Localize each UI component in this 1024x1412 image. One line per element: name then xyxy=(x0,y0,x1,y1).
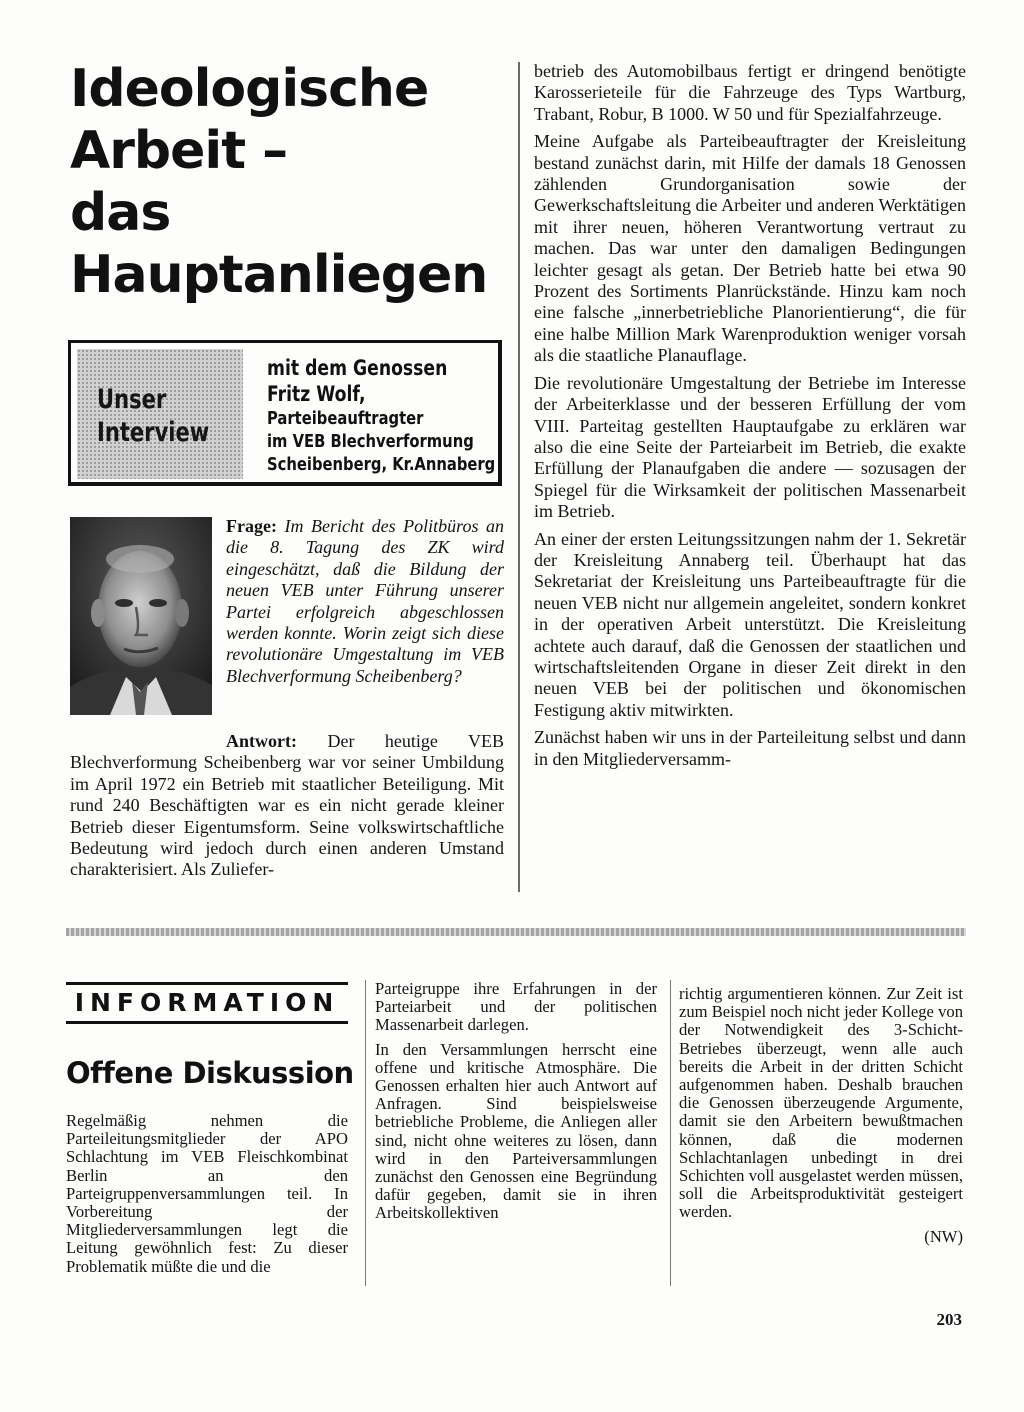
article-headline xyxy=(70,58,510,306)
paragraph: Die revolutionäre Umgestaltung der Betriebe im Interesse der Arbeiterklasse und der besseren Erfüllung der vom VIII. Parteitag gestellten Hauptaufgabe zu erklären war also die eine Seite der Parteiarbeit im Betrieb, die exakte Erfüllung der Planaufgaben die andere — sozusagen der Spiegel für die Wirksamkeit der politischen Massenarbeit im Betrieb. xyxy=(534,372,966,522)
answer-text: Der heutige VEB Blechverformung Scheibenberg war vor seiner Umbildung im April 1972 ein Betrieb mit staatlicher Beteiligung. Mit rund 240 Beschäftigten war es ein nicht gerade kleiner Betrieb dieser Eigentumsform. Seine volkswirtschaftliche Bedeutung wird jedoch durch einen anderen Umstand charakterisiert. Als Zuliefer- xyxy=(70,731,505,880)
interview-answer xyxy=(70,731,504,881)
author-signoff: (NW) xyxy=(924,1226,963,1246)
interviewee-role: Parteibeauftragter xyxy=(267,408,424,429)
question-label: Frage: xyxy=(226,516,277,536)
paragraph: betrieb des Automobilbaus fertigt er dringend benötigte Karosserieteile für die Fahrzeuge des Typs Wartburg, Trabant, Robur, B 1000. W 50 und für Spezialfahrzeuge. xyxy=(534,61,966,124)
right-column xyxy=(534,61,966,776)
interview-label xyxy=(97,383,209,449)
headline-line: das xyxy=(70,183,171,243)
paragraph: Meine Aufgabe als Parteibeauftragter der Kreisleitung bestand zunächst darin, mit Hilfe der damals 18 Genossen zählenden Grundorganisation sowie der Gewerkschaftsleitung die Arbeiter und anderen Werktätigen mit ihrer neuen, höheren Verantwortung vertraut zu machen. Das war unter den damaligen Bedingungen leichter gesagt als getan. Der Betrieb hatte bei etwa 90 Prozent des Sortiments Planrückstände. Hinzu kam noch eine falsche „innerbetriebliche Planorientierung“, die für eine halbe Million Mark Warenproduktion weniger vorsah als die staatliche Planauflage. xyxy=(534,131,966,366)
information-heading: INFORMATION xyxy=(66,982,348,1024)
page-number: 203 xyxy=(936,1310,962,1329)
interview-question xyxy=(226,516,504,687)
paragraph: Zunächst haben wir uns in der Parteileitung selbst und dann in den Mitgliederversamm- xyxy=(534,727,966,769)
paragraph: In den Versammlungen herrscht eine offene und kritische Atmosphäre. Die Genossen erhalten hier auch Antwort auf Anfragen. Sind beispielsweise betriebliche Probleme, die Anliegen aller sind, nicht ohne weiteres zu lösen, dann wird in den Parteiversammlungen zunächst den Genossen eine Begründung dafür gegeben, damit sie in ihren Arbeitskollektiven xyxy=(375,1039,657,1223)
headline-line: Ideologische xyxy=(70,59,429,119)
interview-label-line: Interview xyxy=(97,417,210,448)
paragraph: Regelmäßig nehmen die Parteileitungsmitglieder der APO Schlachtung im VEB Fleischkombinat Berlin an den Parteigruppenversammlungen teil. In Vorbereitung der Mitgliederversammlungen legt die Leitung gewöhnlich fest: Zu dieser Problematik müßte die und die xyxy=(66,1111,348,1276)
column-divider xyxy=(670,980,671,1286)
interviewee-company: im VEB Blechverformung xyxy=(267,431,474,452)
portrait-image xyxy=(70,517,212,715)
column-divider xyxy=(518,62,520,892)
column-divider xyxy=(365,980,366,1286)
interviewee-intro: mit dem Genossen xyxy=(267,356,448,380)
paragraph: richtig argumentieren können. Zur Zeit ist zum Beispiel noch nicht jeder Kollege von der Notwendigkeit des 3-Schicht-Betriebes überzeugt, wenn alle auch bereits die Arbeit in der dritten Schicht aufgenommen haben. Deshalb brauchen die Genossen überzeugende Argumente, damit sie den Arbeitern bewußtmachen können, daß die modernen Schlachtanlagen unbedingt in drei Schichten voll ausgelastet werden müssen, soll die Arbeitsproduktivität gesteigert werden. xyxy=(679,984,963,1222)
information-title: Offene Diskussion xyxy=(66,1056,354,1090)
paragraph: An einer der ersten Leitungssitzungen nahm der 1. Sekretär der Kreisleitung Annaberg teil. Überhaupt hat das Sekretariat der Kreisleitung uns Parteibeauftragte für die neuen VEB nicht nur allgemein angeleitet, sondern konkret in der operativen Arbeit unterstützt. Die Kreisleitung achtete auch darauf, daß die Genossen der staatlichen und wirtschaftsleitenden Organe in dieser Zeit direkt in den neuen VEB bei der politischen und ökonomischen Festigung aktiv mitwirkten. xyxy=(534,528,966,720)
headline-line: Hauptanliegen xyxy=(70,245,488,305)
question-text: Im Bericht des Politbüros an die 8. Tagung des ZK wird eingeschätzt, daß die Bildung der neuen VEB unter Führung unserer Partei erfolgreich abgeschlossen werden konnte. Worin zeigt sich diese revolutionäre Umgestaltung im VEB Blechverformung Scheibenberg? xyxy=(226,516,504,686)
paragraph: Parteigruppe ihre Erfahrungen in der Parteiarbeit und der politischen Massenarbeit darlegen. xyxy=(375,979,657,1035)
interview-label-panel xyxy=(77,349,243,479)
portrait-photo xyxy=(70,517,212,715)
information-column-2 xyxy=(375,980,657,1229)
interviewee-name: Fritz Wolf, xyxy=(267,382,366,406)
section-separator xyxy=(66,928,966,936)
interview-label-line: Unser xyxy=(97,384,167,415)
interviewee-info xyxy=(267,355,507,476)
headline-line: Arbeit – xyxy=(70,121,288,181)
information-column-1 xyxy=(66,1112,348,1282)
information-column-3 xyxy=(679,985,963,1252)
interviewee-location: Scheibenberg, Kr.Annaberg xyxy=(267,454,496,475)
answer-label: Antwort: xyxy=(226,731,297,751)
interview-box xyxy=(68,340,502,486)
